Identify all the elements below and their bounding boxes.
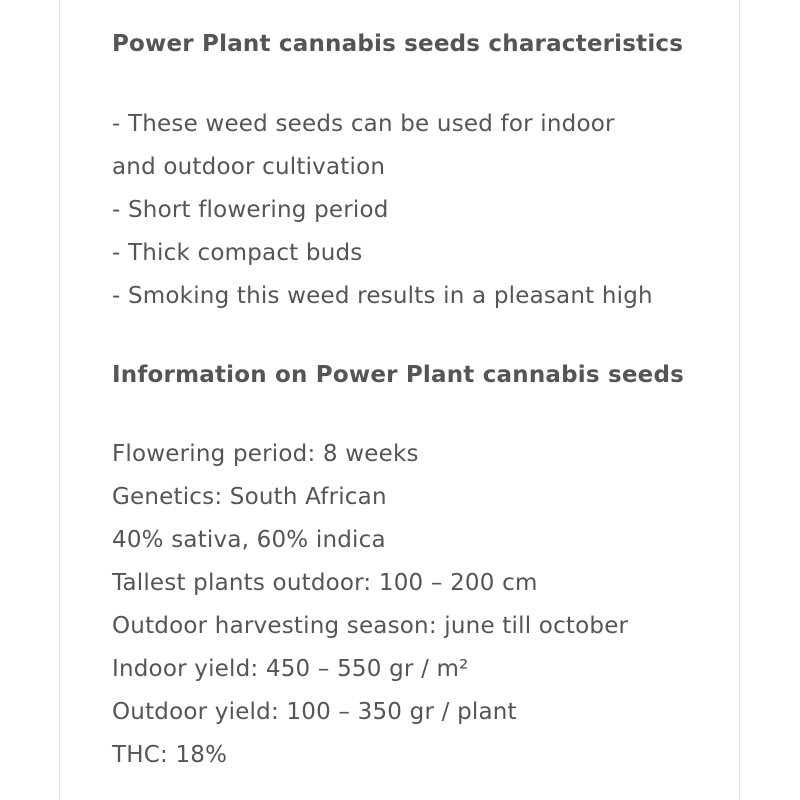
info-outdoor-yield: Outdoor yield: 100 – 350 gr / plant — [112, 699, 517, 725]
characteristics-item-1-continued: and outdoor cultivation — [112, 154, 386, 180]
info-indoor-yield: Indoor yield: 450 – 550 gr / m² — [112, 656, 469, 682]
info-sativa-indica: 40% sativa, 60% indica — [112, 527, 386, 553]
characteristics-item-3: - Thick compact buds — [112, 240, 363, 266]
info-genetics: Genetics: South African — [112, 484, 387, 510]
information-heading: Information on Power Plant cannabis seeds — [112, 362, 685, 388]
characteristics-item-2: - Short flowering period — [112, 197, 389, 223]
characteristics-item-4: - Smoking this weed results in a pleasant high — [112, 283, 653, 309]
info-thc: THC: 18% — [112, 742, 228, 768]
info-harvest-season: Outdoor harvesting season: june till october — [112, 613, 629, 639]
characteristics-heading: Power Plant cannabis seeds characteristics — [112, 31, 684, 57]
info-tallest-plants: Tallest plants outdoor: 100 – 200 cm — [112, 570, 538, 596]
info-flowering-period: Flowering period: 8 weeks — [112, 441, 419, 467]
characteristics-item-1: - These weed seeds can be used for indoor — [112, 111, 615, 137]
